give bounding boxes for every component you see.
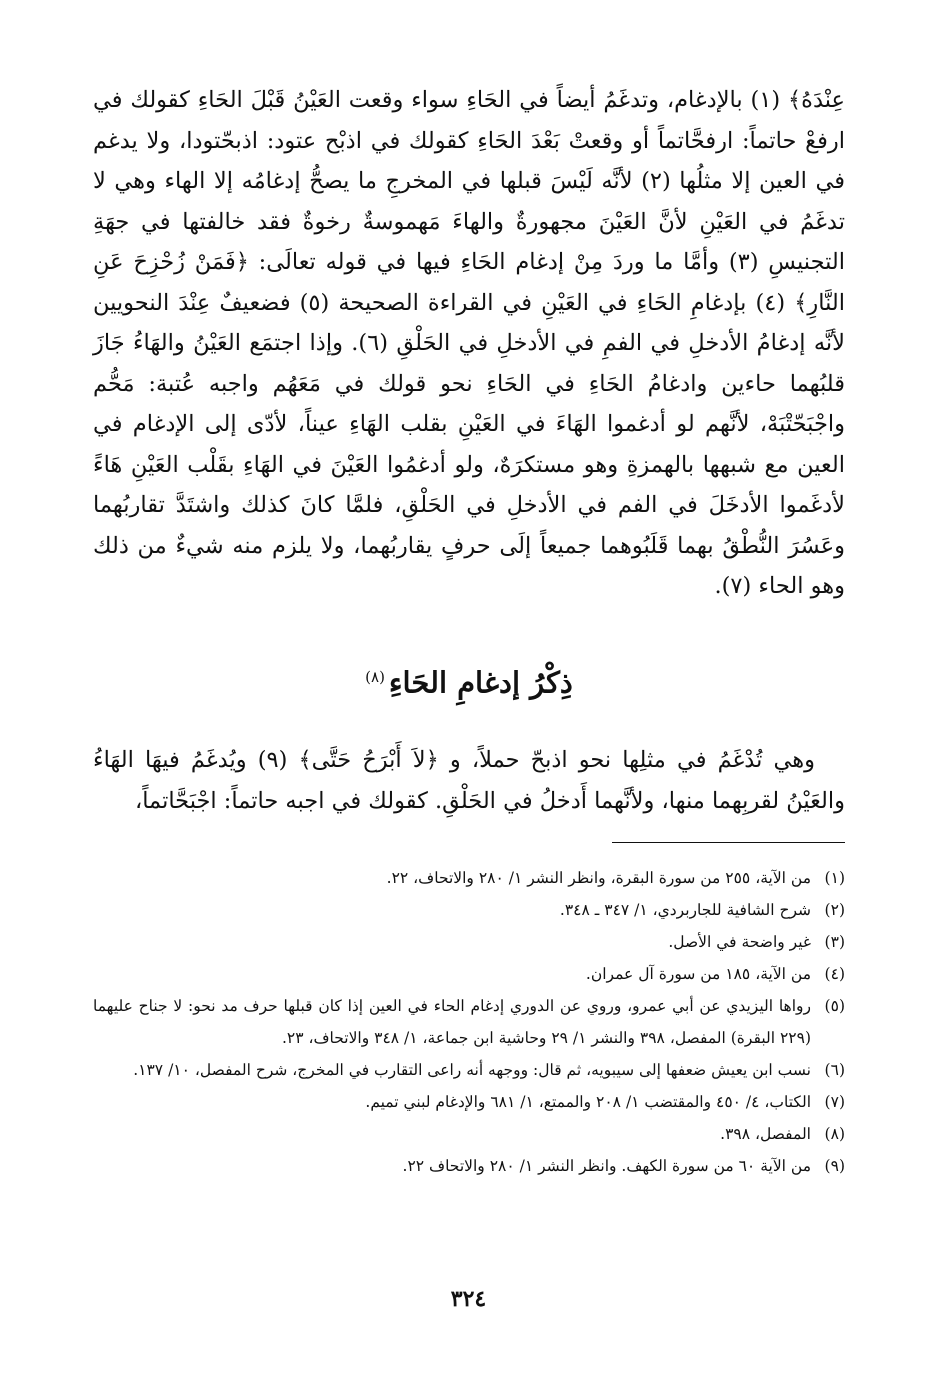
footnote-number: (٨)	[824, 1125, 845, 1143]
footnote-number: (٣)	[824, 933, 845, 951]
footnote-number: (٧)	[824, 1093, 845, 1111]
footnote-number: (٢)	[824, 901, 845, 919]
footnote-number: (٤)	[824, 965, 845, 983]
section-heading	[93, 652, 845, 708]
footnote-text: الكتاب، ٤/ ٤٥٠ والمقتضب ١/ ٢٠٨ والممتع، ١/ ٦٨١ والإدغام لبني تميم.	[365, 1093, 811, 1111]
second-paragraph-text: وهي تُدْغَمُ في مثلِها نحو اذبحّ حملاً، و ﴿لاَ أَبْرَحُ حَتَّى﴾ (٩) ويُدغَمُ فيهَا الهَاءُ والعَيْنُ لقربِهما منها، ولأنَّهما أَدخلُ في الحَلْقِ. كقولك في اجبه حاتماً: اجْبَحَّاتماً،	[93, 747, 845, 814]
footnote-number: (١)	[824, 869, 845, 887]
page-number: ٣٢٤	[450, 1286, 487, 1312]
second-paragraph	[93, 740, 845, 821]
section-heading-note-ref: (٨)	[365, 668, 385, 686]
footnote-text: غير واضحة في الأصل.	[668, 933, 811, 951]
footnotes	[93, 862, 845, 1182]
footnote-text: من الآية، ٢٥٥ من سورة البقرة، وانظر النشر ١/ ٢٨٠ والاتحاف، ٢٢.	[386, 869, 811, 887]
footnote-item	[93, 1086, 845, 1118]
footnote-item	[93, 894, 845, 926]
main-paragraph-text: عِنْدَهُ﴾ (١) بالإدغام، وتدغَمُ أيضاً في الحَاءِ سواء وقعت العَيْنُ قَبْلَ الحَاءِ كقولك في ارفعْ حاتماً: ارفحَّاتماً أو وقعتْ بَعْدَ الحَاءِ كقولك في اذبْح عتود: اذبحّتودا، ولا يدغم في العين إلا مثلُها (٢) لأنَّه لَيْسَ قبلها في المخرجِ ما يصحُّ إدغامُه إلا الهاء وهي لا تدغَمُ في العَيْنِ لأنَّ العَيْنَ مجهورةٌ والهاءَ مَهموسةٌ رخوةٌ فقد خالفتها في جهَةِ التجنيسِ (٣) وأمَّا ما وردَ مِنْ إدغام الحَاءِ فيها في قوله تعالَى: ﴿فَمَنْ زُحْزِحَ عَنِ النَّارِ﴾ (٤) بإدغامِ الحَاءِ في العَيْنِ في القراءة الصحيحة (٥) فضعيفٌ عِنْدَ النحويين لأنَّه إدغامُ الأدخلِ في الفمِ في الأدخلِ في الحَلْقِ (٦). وإذا اجتمَع العَيْنُ والهَاءُ جَازَ قلبُهما حاءين وادغامُ الحَاءِ في الحَاءِ نحو قولك في مَعَهُم واجبه عُتبة: مَحُّم واجْبَحّتْبَهْ، لأنَّهم لو أدغموا الهَاءَ في العَيْنِ بقلب الهَاءِ عيناً، لأدّى إلى الإدغام في العين مع شبهها بالهمزةِ وهو مستكرَهٌ، ولو أدغمُوا العَيْنَ في الهَاءِ بقَلْب العَيْنِ هَاءً لأدغَموا الأدخَلَ في الفم في الأدخلِ في الحَلْقِ، فلمَّا كانَ كذلك واشتَدَّ تقاربُهما وعَسُرَ النُّطْقُ بهما قَلَبُوهما جميعاً إلَى حرفٍ يقاربُهما، ولا يلزم منه شيءٌ من ذلك وهو الحاء (٧).	[93, 87, 846, 599]
footnote-item	[93, 990, 845, 1054]
footnote-item	[93, 926, 845, 958]
footnote-number: (٥)	[824, 997, 845, 1015]
footnote-number: (٩)	[824, 1157, 845, 1175]
footnote-separator	[612, 842, 845, 843]
footnote-item	[93, 958, 845, 990]
footnote-text: شرح الشافية للجاربردي، ١/ ٣٤٧ ـ ٣٤٨.	[559, 901, 811, 919]
footnote-text: من الآية ٦٠ من سورة الكهف. وانظر النشر ١/ ٢٨٠ والاتحاف ٢٢.	[402, 1157, 811, 1175]
footnote-item	[93, 1150, 845, 1182]
footnote-item	[93, 1054, 845, 1086]
footnote-text: رواها اليزيدي عن أبي عمرو، وروي عن الدوري إدغام الحاء في العين إذا كان قبلها حرف مد نحو: لا جناح عليهما (٢٢٩ البقرة) المفصل، ٣٩٨ والنشر ١/ ٢٩ وحاشية ابن جماعة، ١/ ٣٤٨ والاتحاف، ٢٣.	[93, 997, 811, 1047]
main-paragraph	[93, 80, 845, 607]
footnote-item	[93, 862, 845, 894]
section-heading-text: ذِكْرُ إدغامِ الحَاءِ	[388, 665, 573, 700]
footnote-text: نسب ابن يعيش ضعفها إلى سيبويه، ثم قال: ووجهه أنه راعى التقارب في المخرج، شرح المفصل، ١٠/ ١٣٧.	[133, 1061, 811, 1079]
footnote-text: المفصل، ٣٩٨.	[720, 1125, 811, 1143]
footnote-text: من الآية، ١٨٥ من سورة آل عمران.	[585, 965, 811, 983]
footnote-item	[93, 1118, 845, 1150]
footnote-number: (٦)	[824, 1061, 845, 1079]
